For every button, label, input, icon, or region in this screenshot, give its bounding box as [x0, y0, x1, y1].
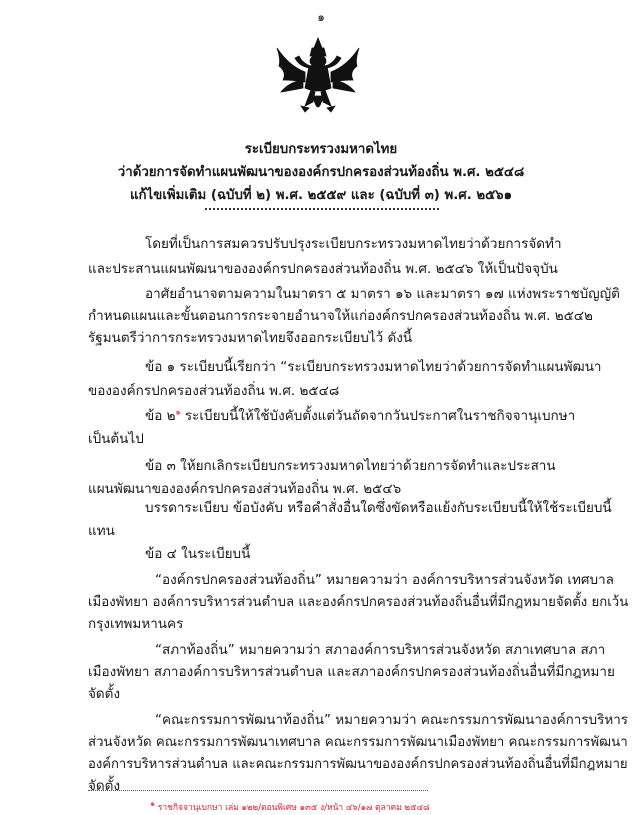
page-number: ๑ [317, 10, 325, 24]
footnote-reference: ๑ [175, 407, 181, 417]
document-amendment-line: แก้ไขเพิ่มเติม (ฉบับที่ ๒) พ.ศ. ๒๕๕๙ และ (ฉบับที่ ๓) พ.ศ. ๒๕๖๑ [129, 187, 513, 203]
definition-1-line-2: เมืองพัทยา องค์การบริหารส่วนตำบล และองค์กรปกครองส่วนท้องถิ่นอื่นที่มีกฎหมายจัดตั้ง ยกเว้น [88, 594, 629, 610]
document-subtitle: ว่าด้วยการจัดทำแผนพัฒนาขององค์กรปกครองส่วนท้องถิ่น พ.ศ. ๒๕๔๘ [117, 164, 525, 180]
definition-1-line-1: “องค์กรปกครองส่วนท้องถิ่น” หมายความว่า องค์การบริหารส่วนจังหวัด เทศบาล [155, 572, 614, 588]
article-1-line-2: ขององค์กรปกครองส่วนท้องถิ่น พ.ศ. ๒๕๔๘ [88, 383, 340, 399]
document-title: ระเบียบกระทรวงมหาดไทย [244, 141, 398, 157]
article-2-text: ระเบียบนี้ให้ใช้บังคับตั้งแต่วันถัดจากวันประกาศในราชกิจจานุเบกษา [180, 408, 576, 424]
definition-2-line-1: “สภาท้องถิ่น” หมายความว่า สภาองค์การบริหารส่วนจังหวัด สภาเทศบาล สภา [155, 642, 606, 658]
article-1-line-1: ข้อ ๑ ระเบียบนี้เรียกว่า “ระเบียบกระทรวงมหาดไทยว่าด้วยการจัดทำแผนพัฒนา [145, 359, 602, 375]
authority-line-1: อาศัยอำนาจตามความในมาตรา ๕ มาตรา ๑๖ และมาตรา ๑๗ แห่งพระราชบัญญัติ [145, 286, 620, 302]
footnote [150, 797, 430, 814]
definition-3-line-4: จัดตั้ง [88, 778, 121, 794]
authority-line-3: รัฐมนตรีว่าการกระทรวงมหาดไทยจึงออกระเบียบไว้ ดังนี้ [88, 330, 413, 346]
garuda-emblem-icon [271, 36, 365, 120]
article-3-line-2: แผนพัฒนาขององค์กรปกครองส่วนท้องถิ่น พ.ศ. ๒๕๔๖ [88, 481, 402, 497]
preamble-line-1: โดยที่เป็นการสมควรปรับปรุงระเบียบกระทรวงมหาดไทยว่าด้วยการจัดทำ [145, 236, 562, 252]
article-4-heading: ข้อ ๔ ในระเบียบนี้ [145, 546, 251, 562]
definition-2-line-2: เมืองพัทยา สภาองค์การบริหารส่วนตำบล และสภาองค์กรปกครองส่วนท้องถิ่นอื่นที่มีกฎหมาย [88, 664, 615, 680]
authority-line-2: กำหนดแผนและขั้นตอนการกระจายอำนาจให้แก่องค์กรปกครองส่วนท้องถิ่น พ.ศ. ๒๕๔๒ [88, 308, 593, 324]
footnote-mark: ๑ [150, 799, 156, 808]
article-3-line-1: ข้อ ๓ ให้ยกเลิกระเบียบกระทรวงมหาดไทยว่าด้วยการจัดทำและประสาน [145, 458, 556, 474]
article-2-number: ข้อ ๒ [145, 408, 176, 424]
preamble-line-2: และประสานแผนพัฒนาขององค์กรปกครองส่วนท้องถิ่น พ.ศ. ๒๕๔๖ ให้เป็นปัจจุบัน [88, 261, 558, 277]
definition-2-line-3: จัดตั้ง [88, 686, 121, 702]
article-2-line-1 [145, 404, 575, 426]
footnote-divider [88, 790, 428, 791]
article-3-line-4: แทน [88, 523, 115, 539]
definition-1-line-3: กรุงเทพมหานคร [88, 616, 184, 632]
definition-3-line-1: “คณะกรรมการพัฒนาท้องถิ่น” หมายความว่า คณะกรรมการพัฒนาองค์การบริหาร [155, 712, 629, 728]
definition-3-line-3: องค์การบริหารส่วนตำบล และคณะกรรมการพัฒนาขององค์กรปกครองส่วนท้องถิ่นอื่นที่มีกฎหมาย [88, 756, 628, 772]
definition-3-line-2: ส่วนจังหวัด คณะกรรมการพัฒนาเทศบาล คณะกรรมการพัฒนาเมืองพัทยา คณะกรรมการพัฒนา [88, 734, 628, 750]
article-2-line-2: เป็นต้นไป [88, 431, 144, 447]
footnote-text: ราชกิจจานุเบกษา เล่ม ๑๒๒/ตอนพิเศษ ๑๓๕ ง/หน้า ๔๖/๑๗ ตุลาคม ๒๕๔๘ [157, 802, 430, 813]
title-divider [205, 208, 439, 210]
article-3-line-3: บรรดาระเบียบ ข้อบังคับ หรือคำสั่งอื่นใดซึ่งขัดหรือแย้งกับระเบียบนี้ให้ใช้ระเบียบนี้ [145, 500, 612, 516]
